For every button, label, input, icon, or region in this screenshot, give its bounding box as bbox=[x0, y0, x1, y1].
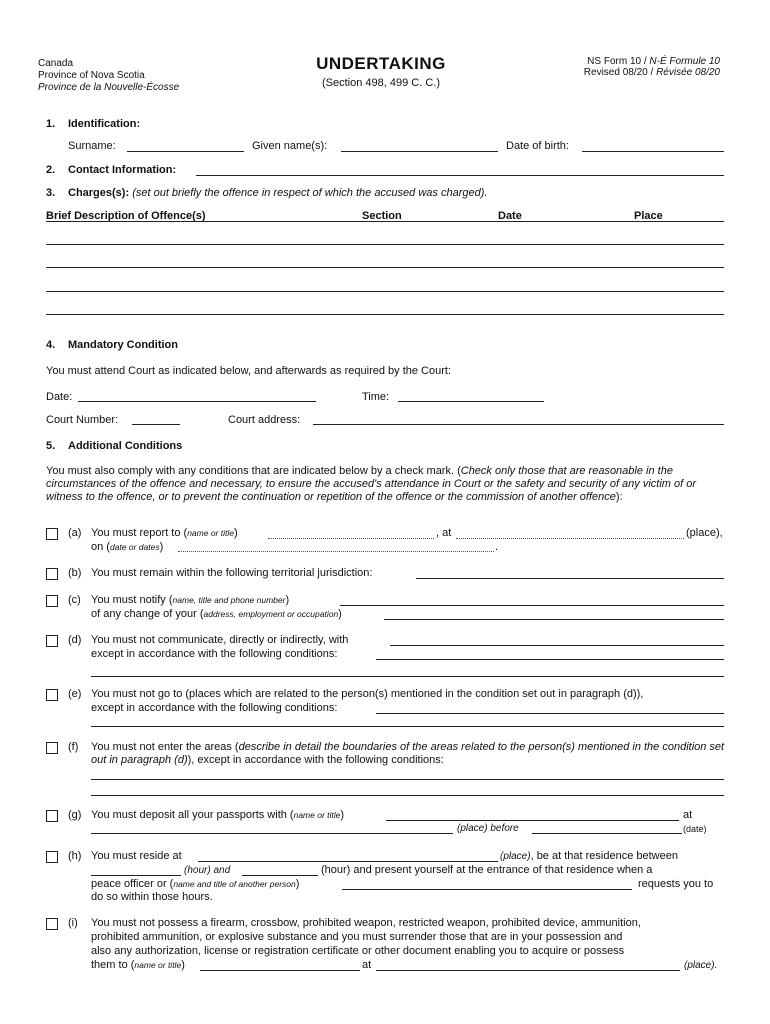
charges-row-4[interactable] bbox=[46, 314, 724, 315]
condition-h-officer-field[interactable] bbox=[342, 889, 632, 890]
condition-f-tag: (f) bbox=[68, 741, 79, 753]
condition-g-checkbox[interactable] bbox=[46, 810, 58, 822]
condition-i-name-field[interactable] bbox=[200, 970, 360, 971]
condition-h-place-label: (place), be at that residence between bbox=[500, 850, 678, 862]
condition-h-place-field[interactable] bbox=[198, 861, 498, 862]
condition-i-line-2: prohibited ammunition, or explosive substance and you must surrender those that are in your possession and bbox=[91, 931, 623, 943]
condition-a-tag: (a) bbox=[68, 527, 82, 539]
jurisdiction-canada: Canada bbox=[38, 58, 74, 69]
form-title: UNDERTAKING bbox=[316, 54, 446, 73]
mandatory-text: You must attend Court as indicated below, and afterwards as required by the Court: bbox=[46, 365, 451, 377]
condition-h-tag: (h) bbox=[68, 850, 82, 862]
condition-a-place-label: (place), bbox=[686, 527, 723, 539]
condition-b-field[interactable] bbox=[416, 578, 724, 579]
section-4-number: 4. bbox=[46, 339, 56, 351]
form-subtitle: (Section 498, 499 C. C.) bbox=[321, 77, 440, 89]
condition-a-name-field[interactable] bbox=[268, 538, 434, 539]
condition-e-tag: (e) bbox=[68, 688, 82, 700]
section-2-number: 2. bbox=[46, 164, 56, 176]
condition-h-line-2: (hour) and present yourself at the entrance of that residence when a bbox=[321, 864, 653, 876]
dob-label: Date of birth: bbox=[506, 140, 569, 152]
condition-i-at: at bbox=[362, 959, 372, 971]
col-place: Place bbox=[634, 210, 663, 222]
condition-i-line-1: You must not possess a firearm, crossbow, prohibited weapon, restricted weapon, prohibited device, ammunition, bbox=[91, 917, 641, 929]
court-date-field[interactable] bbox=[78, 401, 316, 402]
condition-d-conditions-field[interactable] bbox=[376, 659, 724, 660]
condition-g-at: at bbox=[683, 809, 693, 821]
section-5-intro: You must also comply with any conditions that are indicated below by a check mark. (Check only those that are reasonable in the circumstances of the offence and necessary, to ensure the accused's attendance in Court or the safety and security of any victim of or witness to the offence, or to prevent the continuation or repetition of the offence or the commission of another offence): bbox=[46, 465, 697, 503]
section-1-number: 1. bbox=[46, 118, 56, 130]
section-4-title: Mandatory Condition bbox=[68, 339, 178, 351]
condition-e-line-1: You must not go to (places which are related to the person(s) mentioned in the condition set out in paragraph (d)), bbox=[91, 688, 644, 700]
charges-row-2[interactable] bbox=[46, 267, 724, 268]
condition-g-date-field[interactable] bbox=[532, 833, 682, 834]
condition-h-hour-to-field[interactable] bbox=[242, 875, 318, 876]
court-time-label: Time: bbox=[362, 391, 390, 403]
jurisdiction-province-en: Province of Nova Scotia bbox=[38, 70, 145, 81]
court-date-label: Date: bbox=[46, 391, 73, 403]
contact-info-field[interactable] bbox=[196, 175, 724, 176]
condition-a-date-field[interactable] bbox=[178, 551, 494, 552]
condition-h-line-3: peace officer or (name and title of another person) bbox=[91, 878, 300, 890]
condition-e-checkbox[interactable] bbox=[46, 689, 58, 701]
condition-c-tag: (c) bbox=[68, 594, 81, 606]
condition-f-line-2[interactable] bbox=[91, 795, 724, 796]
dob-field[interactable] bbox=[582, 151, 724, 152]
condition-c-line-2: of any change of your (address, employment or occupation) bbox=[91, 608, 342, 620]
section-5-title: Additional Conditions bbox=[68, 440, 183, 452]
condition-b-tag: (b) bbox=[68, 567, 82, 579]
section-2-title: Contact Information: bbox=[68, 164, 177, 176]
condition-f-checkbox[interactable] bbox=[46, 742, 58, 754]
condition-c-notify-field[interactable] bbox=[340, 605, 724, 606]
given-name-label: Given name(s): bbox=[252, 140, 328, 152]
condition-d-person-field[interactable] bbox=[390, 645, 724, 646]
condition-f-text: You must not enter the areas (describe in detail the boundaries of the areas related to the person(s) mentioned in the condition set out in paragraph (d)), except in accordance with the following conditions: bbox=[91, 741, 725, 766]
court-number-field[interactable] bbox=[132, 424, 180, 425]
condition-b-text: You must remain within the following territorial jurisdiction: bbox=[91, 567, 373, 579]
condition-c-checkbox[interactable] bbox=[46, 595, 58, 607]
condition-d-extra-line[interactable] bbox=[91, 676, 724, 677]
surname-label: Surname: bbox=[68, 140, 116, 152]
condition-e-conditions-field[interactable] bbox=[376, 713, 724, 714]
condition-a-period: . bbox=[495, 541, 499, 553]
section-5-number: 5. bbox=[46, 440, 56, 452]
condition-h-line-4: do so within those hours. bbox=[91, 891, 213, 903]
col-date: Date bbox=[498, 210, 522, 222]
condition-e-extra-line[interactable] bbox=[91, 726, 724, 727]
court-address-label: Court address: bbox=[228, 414, 301, 426]
condition-d-tag: (d) bbox=[68, 634, 82, 646]
condition-a-place-field[interactable] bbox=[456, 538, 684, 539]
condition-h-checkbox[interactable] bbox=[46, 851, 58, 863]
condition-h-requests: requests you to bbox=[638, 878, 714, 890]
condition-g-date-label: (date) bbox=[683, 824, 707, 834]
condition-b-checkbox[interactable] bbox=[46, 568, 58, 580]
condition-h-hour-from-field[interactable] bbox=[91, 875, 181, 876]
condition-d-line-1: You must not communicate, directly or indirectly, with bbox=[91, 634, 349, 646]
condition-g-before: (place) before bbox=[457, 823, 519, 834]
charges-row-3[interactable] bbox=[46, 291, 724, 292]
condition-a-line-2: on (date or dates) bbox=[91, 541, 164, 553]
section-3-heading: Charges(s): (set out briefly the offence in respect of which the accused was charged). bbox=[68, 187, 488, 199]
condition-i-place-label: (place). bbox=[684, 960, 718, 971]
court-address-field[interactable] bbox=[313, 424, 724, 425]
condition-g-line-1: You must deposit all your passports with (name or title) bbox=[91, 809, 345, 821]
condition-g-place-field[interactable] bbox=[91, 833, 453, 834]
condition-h-hour-and: (hour) and bbox=[184, 865, 231, 876]
condition-i-line-3: also any authorization, license or registration certificate or other document enabling you to acquire or possess bbox=[91, 945, 625, 957]
condition-i-place-field[interactable] bbox=[376, 970, 680, 971]
charges-header-rule bbox=[46, 221, 724, 222]
condition-a-line-1: You must report to (name or title) bbox=[91, 527, 238, 539]
form-revision: Revised 08/20 / Révisée 08/20 bbox=[583, 67, 720, 78]
col-description: Brief Description of Offence(s) bbox=[46, 210, 206, 222]
section-1-title: Identification: bbox=[68, 118, 141, 130]
condition-c-change-field[interactable] bbox=[384, 619, 724, 620]
court-number-label: Court Number: bbox=[46, 414, 119, 426]
condition-g-name-field[interactable] bbox=[386, 820, 679, 821]
condition-a-checkbox[interactable] bbox=[46, 528, 58, 540]
surname-field[interactable] bbox=[127, 151, 244, 152]
condition-i-line-4: them to (name or title) bbox=[91, 959, 185, 971]
condition-h-line-1: You must reside at bbox=[91, 850, 182, 862]
jurisdiction-province-fr: Province de la Nouvelle-Écosse bbox=[38, 82, 180, 93]
condition-f-line-1[interactable] bbox=[91, 779, 724, 780]
col-section: Section bbox=[362, 210, 402, 222]
condition-a-at: , at bbox=[436, 527, 452, 539]
condition-d-checkbox[interactable] bbox=[46, 635, 58, 647]
condition-e-line-2: except in accordance with the following conditions: bbox=[91, 702, 338, 714]
charges-row-1[interactable] bbox=[46, 244, 724, 245]
given-name-field[interactable] bbox=[341, 151, 498, 152]
condition-d-line-2: except in accordance with the following conditions: bbox=[91, 648, 338, 660]
court-time-field[interactable] bbox=[398, 401, 544, 402]
condition-g-tag: (g) bbox=[68, 809, 82, 821]
condition-i-checkbox[interactable] bbox=[46, 918, 58, 930]
section-3-number: 3. bbox=[46, 187, 56, 199]
condition-c-line-1: You must notify (name, title and phone number) bbox=[91, 594, 290, 606]
form-number: NS Form 10 / N-É Formule 10 bbox=[587, 56, 720, 67]
condition-i-tag: (i) bbox=[68, 917, 78, 929]
